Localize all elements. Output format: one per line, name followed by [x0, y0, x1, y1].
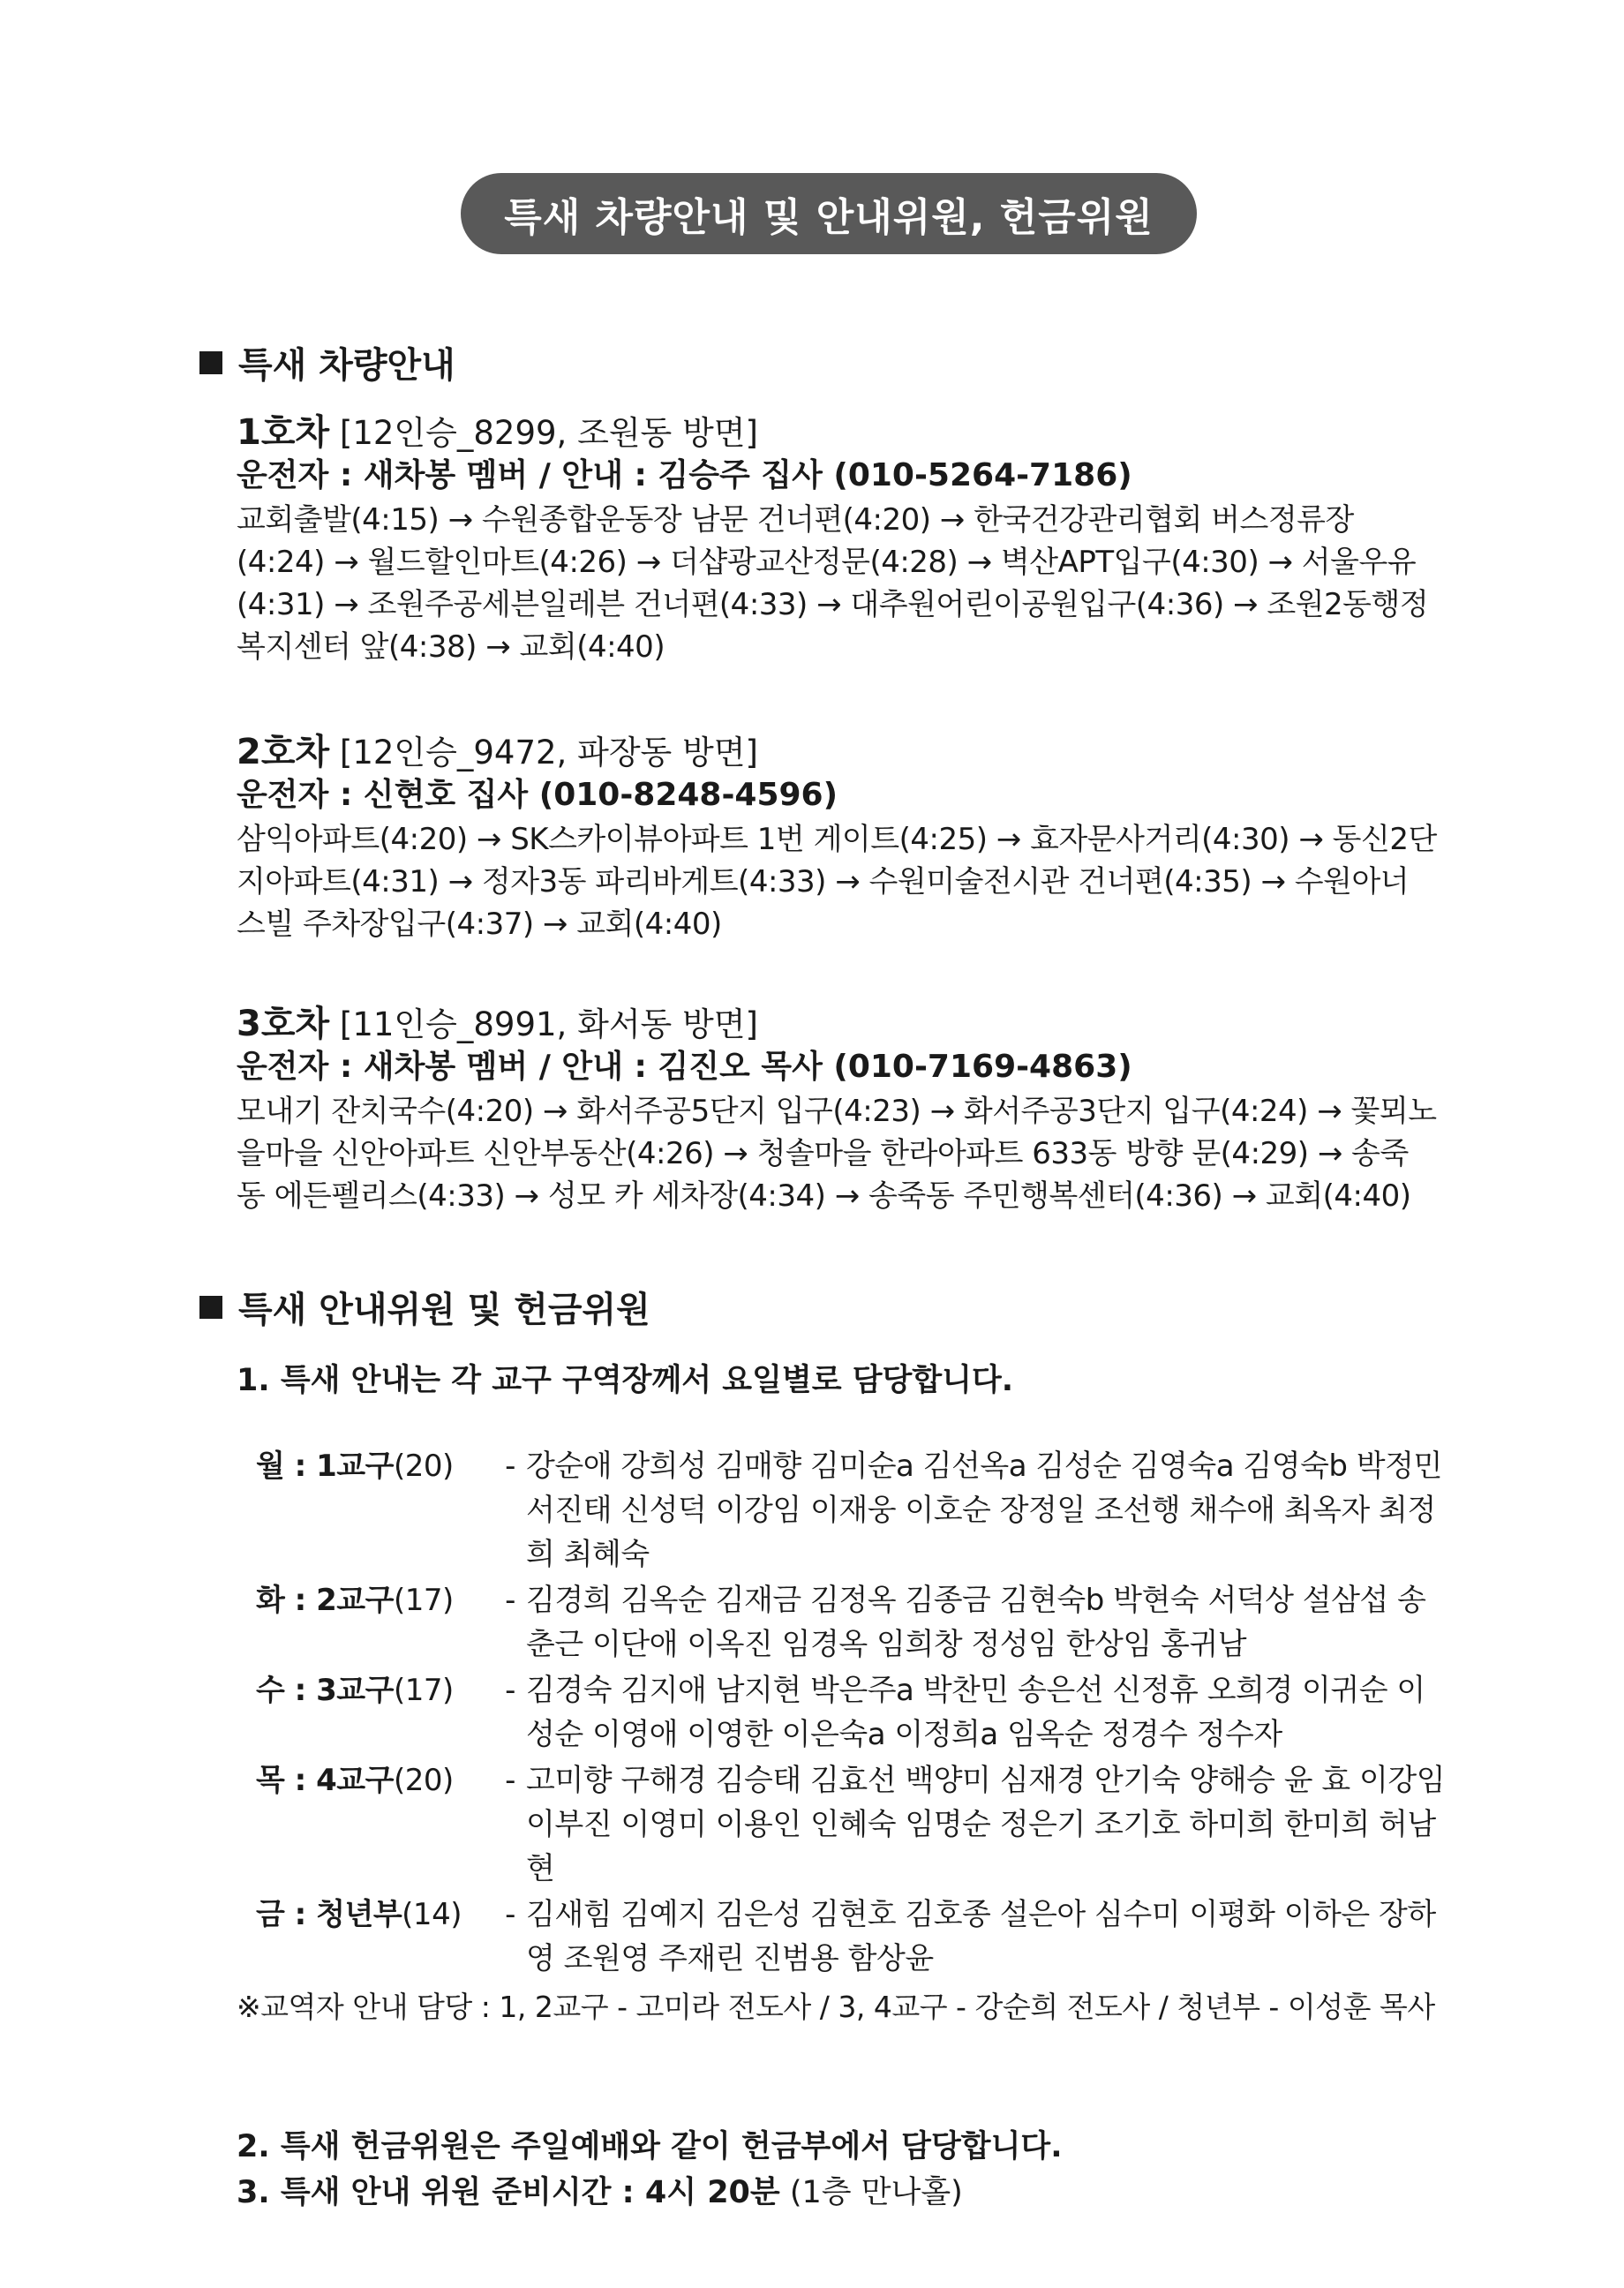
section-heading-vehicles-text: 특새 차량안내: [238, 345, 455, 386]
car-3-driver: 운전자 : 새차봉 멤버 / 안내 : 김진오 목사 (010-7169-4863): [237, 1049, 1132, 1085]
section-heading-ushers: [199, 1282, 650, 1332]
group-label: 1교구: [316, 1449, 394, 1484]
car-2-info: [12인승_9472, 파장동 방면]: [339, 734, 758, 771]
schedule-day-head: [256, 1893, 494, 1981]
usher-names: 김새힘 김예지 김은성 김현호 김호종 설은아 심수미 이평화 이하은 장하영 조원영 주재린 진범용 함상윤: [526, 1897, 1436, 1976]
group-label: 4교구: [316, 1763, 394, 1798]
usher-names: 고미향 구해경 김승태 김효선 백양미 심재경 안기숙 양해승 윤 효 이강임 이부진 이영미 이용인 인혜숙 임명순 정은기 조기호 하미희 한미희 허남현: [526, 1763, 1446, 1886]
usher-names: 김경희 김옥순 김재금 김정옥 김종금 김현숙b 박현숙 서덕상 설삼섭 송춘근 이단애 이옥진 임경옥 임희창 정성임 한상임 홍귀남: [526, 1583, 1426, 1662]
day-label: 금 :: [256, 1897, 317, 1932]
page-title: 특새 차량안내 및 안내위원, 헌금위원: [461, 173, 1197, 254]
bullet-square-icon: [199, 351, 222, 374]
dash: -: [505, 1673, 515, 1708]
group-count: (17): [393, 1583, 454, 1618]
schedule-day-head: [256, 1668, 494, 1757]
schedule-row-fri: [256, 1893, 1447, 1981]
car-1-block: [237, 411, 1437, 668]
car-2-driver: 운전자 : 신현호 집사 (010-8248-4596): [237, 777, 838, 813]
usher-names: 강순애 강희성 김매향 김미순a 김선옥a 김성순 김영숙a 김영숙b 박정민 서진태 신성덕 이강임 이재웅 이호순 장정일 조선행 채수애 최옥자 최정희 최혜숙: [526, 1449, 1442, 1572]
car-2-block: [237, 731, 1437, 945]
dash: -: [505, 1763, 515, 1798]
car-1-driver: 운전자 : 새차봉 멤버 / 안내 : 김승주 집사 (010-5264-7186): [237, 457, 1132, 493]
dash: -: [505, 1583, 515, 1618]
usher-schedule: [256, 1444, 1447, 1981]
schedule-row-tue: [256, 1578, 1447, 1667]
car-2-route: 삼익아파트(4:20) → SK스카이뷰아파트 1번 게이트(4:25) → 효자문사거리(4:30) → 동신2단지아파트(4:31) → 정자3동 파리바게트(4:33) → 수원미술전시관 건너편(4:35) → 수원아너스빌 주차장입구(4:37) → 교회(4:40): [237, 822, 1437, 942]
day-label: 화 :: [256, 1583, 317, 1618]
car-3-block: [237, 1003, 1437, 1217]
day-label: 목 :: [256, 1763, 317, 1798]
dash: -: [505, 1897, 515, 1932]
car-1-title: [237, 411, 1437, 455]
group-label: 2교구: [316, 1583, 394, 1618]
usher-item-2: 2. 특새 헌금위원은 주일예배와 같이 헌금부에서 담당합니다.: [237, 2129, 1063, 2164]
group-count: (17): [393, 1673, 454, 1708]
prep-time-label: 3. 특새 안내 위원 준비시간 : 4시 20분: [237, 2175, 780, 2210]
schedule-day-head: [256, 1758, 494, 1891]
dash: -: [505, 1449, 515, 1484]
car-1-name: 1호차: [237, 412, 330, 453]
car-1-info: [12인승_8299, 조원동 방면]: [339, 414, 758, 452]
day-label: 수 :: [256, 1673, 317, 1708]
day-label: 월 :: [256, 1449, 317, 1484]
schedule-row-wed: [256, 1668, 1447, 1757]
schedule-day-head: [256, 1578, 494, 1667]
pastor-note: ※교역자 안내 담당 : 1, 2교구 - 고미라 전도사 / 3, 4교구 - 강순희 전도사 / 청년부 - 이성훈 목사: [237, 1990, 1435, 2024]
usher-item-3: [237, 2171, 1437, 2214]
prep-time-location: (1층 만나홀): [779, 2175, 963, 2210]
car-3-name: 3호차: [237, 1004, 330, 1044]
usher-names: 김경숙 김지애 남지현 박은주a 박찬민 송은선 신정휴 오희경 이귀순 이성순 이영애 이영한 이은숙a 이정희a 임옥순 정경수 정수자: [526, 1673, 1425, 1752]
schedule-day-head: [256, 1444, 494, 1577]
section-heading-vehicles: [199, 337, 455, 388]
group-count: (14): [402, 1897, 462, 1932]
car-3-route: 모내기 잔치국수(4:20) → 화서주공5단지 입구(4:23) → 화서주공3단지 입구(4:24) → 꽃뫼노을마을 신안아파트 신안부동산(4:26) → 청솔마을 한라아파트 633동 방향 문(4:29) → 송죽동 에든펠리스(4:33) → 성모 카 세차장(4:34) → 송죽동 주민행복센터(4:36) → 교회(4:40): [237, 1094, 1437, 1214]
section-heading-ushers-text: 특새 안내위원 및 헌금위원: [238, 1290, 650, 1330]
group-count: (20): [393, 1449, 454, 1484]
bullet-square-icon: [199, 1296, 222, 1319]
car-2-name: 2호차: [237, 732, 330, 772]
group-label: 3교구: [316, 1673, 394, 1708]
group-count: (20): [393, 1763, 454, 1798]
schedule-row-thu: [256, 1758, 1447, 1891]
car-2-title: [237, 731, 1437, 774]
usher-item-1: 1. 특새 안내는 각 교구 구역장께서 요일별로 담당합니다.: [237, 1363, 1014, 1398]
car-1-route: 교회출발(4:15) → 수원종합운동장 남문 건너편(4:20) → 한국건강관리협회 버스정류장(4:24) → 월드할인마트(4:26) → 더샵광교산정문(4:28) → 벽산APT입구(4:30) → 서울우유(4:31) → 조원주공세븐일레븐 건너편(4:33) → 대추원어린이공원입구(4:36) → 조원2동행정복지센터 앞(4:38) → 교회(4:40): [237, 502, 1429, 665]
car-3-info: [11인승_8991, 화서동 방면]: [339, 1005, 758, 1043]
schedule-row-mon: [256, 1444, 1447, 1577]
group-label: 청년부: [316, 1897, 402, 1932]
car-3-title: [237, 1003, 1437, 1046]
